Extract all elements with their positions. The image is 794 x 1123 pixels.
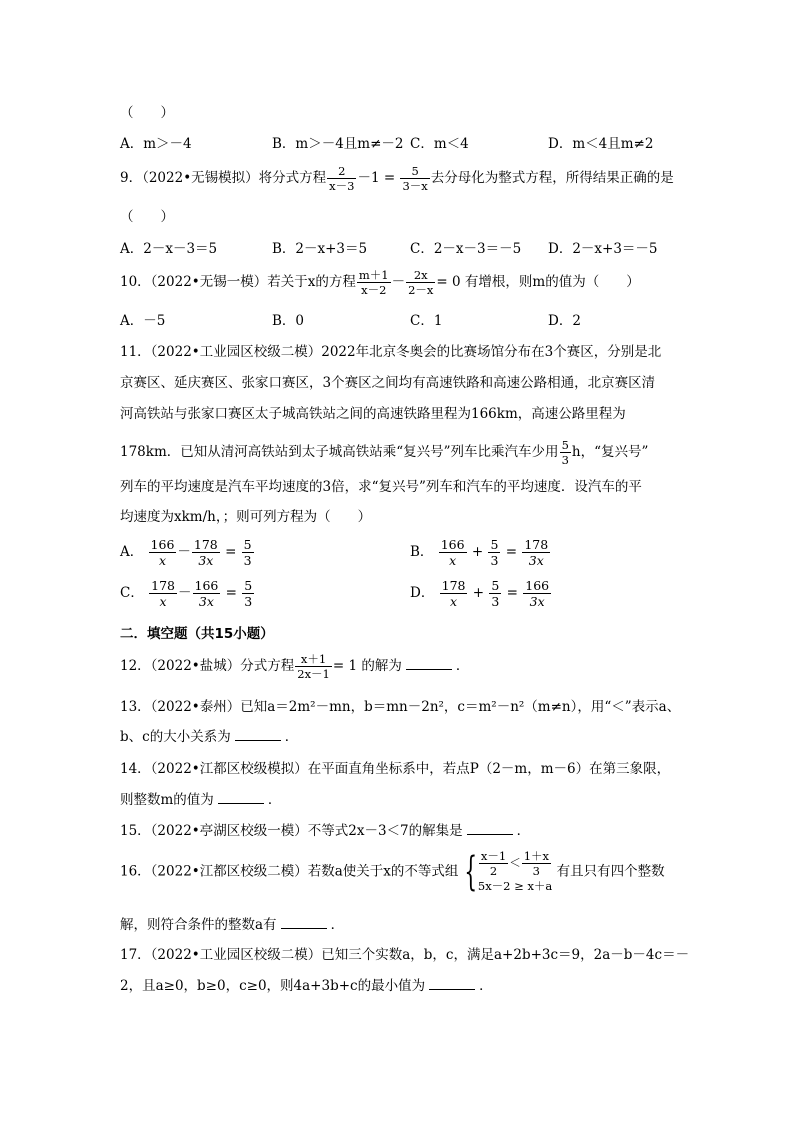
q9-option-b[interactable]: B．2－x+3＝5	[272, 241, 368, 257]
left-brace-icon: {	[464, 848, 478, 895]
q8-paren: （ ）	[120, 105, 174, 121]
q14-line-2: 则整数m的值为 ．	[120, 792, 282, 808]
q10-fraction-2: $\frac{2x}{2-x}$	[408, 268, 434, 297]
q11-option-a[interactable]: A． $\frac{166}{x}$ － $\frac{178}{3x}$ = $\frac{5}{3}$	[120, 537, 252, 568]
q16-line-2: 解，则符合条件的整数a有 ．	[120, 917, 345, 933]
q11-line-6: 均速度为xkm/h，；则可列方程为（ ）	[120, 509, 372, 525]
q9-fraction-1: $\frac{2}{x-3}$	[329, 164, 355, 193]
q11-line-5: 列车的平均速度是汽车平均速度的3倍，求“复兴号”列车和汽车的平均速度．设汽车的平	[120, 479, 642, 495]
q9-fraction-2: $\frac{5}{3-x}$	[402, 164, 428, 193]
q17-line-2: 2，且a≥0，b≥0，c≥0，则4a+3b+c的最小值为 ．	[120, 978, 493, 994]
q8-option-b[interactable]: B．m＞－4且m≠－2	[272, 136, 404, 152]
q8-option-c[interactable]: C．m＜4	[410, 136, 469, 152]
q10-option-c[interactable]: C．1	[410, 313, 443, 329]
q11-option-d[interactable]: D． $\frac{178}{x}$ + $\frac{5}{3}$ = $\frac{166}{3x}$	[410, 578, 550, 609]
q13-answer-blank[interactable]	[235, 728, 281, 741]
q16-inequality-system: $\frac{x-1}{2}$ ＜ $\frac{1+x}{3}$ 5x－2 ≥ x＋a	[477, 849, 553, 893]
q12-stem: 12．（2022•盐城）分式方程 $\frac{x+1}{2x-1}$ = 1 的解为 ．	[120, 652, 470, 681]
q9-stem: 9．（2022•无锡模拟）将分式方程 $\frac{2}{x-3}$ －1 = $\frac{5}{3-x}$ 去分母化为整式方程，所得结果正确的是	[120, 164, 674, 193]
section-title-fill-in: 二．填空题（共15小题）	[120, 626, 274, 642]
q16-answer-blank[interactable]	[281, 916, 327, 929]
q15-line-1: 15．（2022•亭湖区校级一模）不等式2x－3＜7的解集是 ．	[120, 823, 531, 839]
q9-option-c[interactable]: C．2－x－3＝－5	[410, 241, 522, 257]
q11-line-4: 178km．已知从清河高铁站到太子城高铁站乘“复兴号”列车比乘汽车少用 $\frac{5}{3}$ h，“复兴号”	[120, 438, 649, 467]
q11-line-2: 京赛区、延庆赛区、张家口赛区，3个赛区之间均有高速铁路和高速公路相通，北京赛区清	[120, 375, 656, 391]
q11-line-3: 河高铁站与张家口赛区太子城高铁站之间的高速铁路里程为166km，高速公路里程为	[120, 406, 626, 422]
q17-line-1: 17．（2022•工业园区校级二模）已知三个实数a，b，c，满足a+2b+3c＝9，2a－b－4c＝－	[120, 947, 690, 963]
q9-paren: （ ）	[120, 209, 174, 225]
q10-stem: 10．（2022•无锡一模）若关于x的方程 $\frac{m+1}{x-2}$ － $\frac{2x}{2-x}$ = 0 有增根，则m的值为（ ）	[120, 268, 640, 297]
q11-line-1: 11．（2022•工业园区校级二模）2022年北京冬奥会的比赛场馆分布在3个赛区，分别是北	[120, 344, 662, 360]
q14-line-1: 14．（2022•江都区校级模拟）在平面直角坐标系中，若点P（2－m，m－6）在第三象限，	[120, 761, 671, 777]
q10-option-a[interactable]: A．－5	[120, 313, 166, 329]
q9-option-d[interactable]: D．2－x+3＝－5	[548, 241, 658, 257]
q13-line-1: 13．（2022•泰州）已知a＝2m²－mn，b＝mn－2n²，c＝m²－n²（m≠n），用“＜”表示a、	[120, 699, 681, 715]
q10-fraction-1: $\frac{m+1}{x-2}$	[358, 268, 389, 297]
q10-option-d[interactable]: D．2	[548, 313, 581, 329]
q13-line-2: b、c的大小关系为 ．	[120, 729, 299, 745]
q8-option-a[interactable]: A．m＞－4	[120, 136, 192, 152]
q12-fraction: $\frac{x+1}{2x-1}$	[297, 652, 330, 681]
q11-fraction-time: $\frac{5}{3}$	[561, 438, 569, 467]
q15-answer-blank[interactable]	[467, 822, 513, 835]
q17-answer-blank[interactable]	[429, 977, 475, 990]
q11-option-b[interactable]: B． $\frac{166}{x}$ + $\frac{5}{3}$ = $\frac{178}{3x}$	[410, 537, 549, 568]
q14-answer-blank[interactable]	[218, 791, 264, 804]
q12-answer-blank[interactable]	[406, 657, 452, 670]
q16-stem: 16．（2022•江都区校级二模）若数a使关于x的不等式组 { $\frac{x-1}{2}$ ＜ $\frac{1+x}{3}$ 5x－2 ≥ x＋a 有且只有四个整数	[120, 848, 665, 895]
q10-option-b[interactable]: B．0	[272, 313, 305, 329]
q9-option-a[interactable]: A．2－x－3＝5	[120, 241, 218, 257]
q8-option-d[interactable]: D．m＜4且m≠2	[548, 136, 654, 152]
q11-option-c[interactable]: C． $\frac{178}{x}$ － $\frac{166}{3x}$ = $\frac{5}{3}$	[120, 578, 253, 609]
